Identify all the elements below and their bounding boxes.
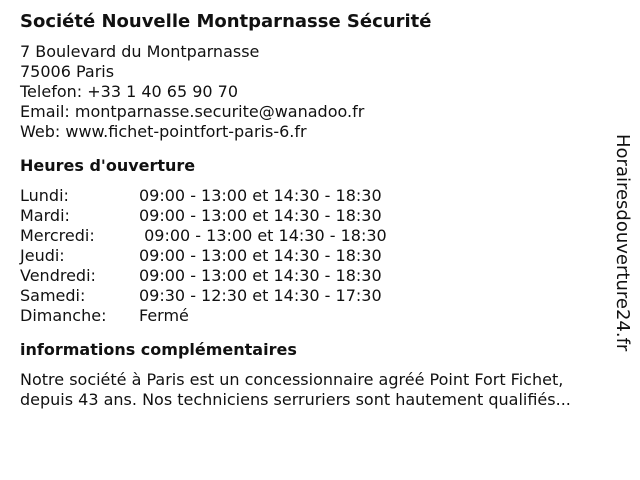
time-range: Fermé bbox=[139, 306, 189, 325]
additional-info-title: informations complémentaires bbox=[20, 340, 297, 359]
time-range: 09:00 - 13:00 et 14:30 - 18:30 bbox=[139, 246, 382, 265]
day-label: Mardi: bbox=[20, 206, 70, 225]
time-range: 09:30 - 12:30 et 14:30 - 17:30 bbox=[139, 286, 382, 305]
day-label: Vendredi: bbox=[20, 266, 96, 285]
day-label: Jeudi: bbox=[20, 246, 65, 265]
day-label: Mercredi: bbox=[20, 226, 95, 245]
business-name: Société Nouvelle Montparnasse Sécurité bbox=[20, 11, 432, 32]
site-watermark: Horairesdouverture24.fr bbox=[612, 134, 633, 352]
time-range: 09:00 - 13:00 et 14:30 - 18:30 bbox=[139, 266, 382, 285]
business-card bbox=[20, 10, 610, 410]
address-city: 75006 Paris bbox=[20, 62, 115, 81]
day-label: Dimanche: bbox=[20, 306, 107, 325]
address-street: 7 Boulevard du Montparnasse bbox=[20, 42, 260, 61]
hours-row-tuesday bbox=[20, 206, 610, 226]
opening-hours-table bbox=[20, 186, 610, 326]
additional-info-text: Notre société à Paris est un concessionnaire agréé Point Fort Fichet, depuis 43 ans. Nos techniciens serruriers sont hautement qualifiés... bbox=[20, 370, 571, 409]
hours-row-thursday bbox=[20, 246, 610, 266]
time-range: 09:00 - 13:00 et 14:30 - 18:30 bbox=[139, 226, 387, 245]
phone-number: Telefon: +33 1 40 65 90 70 bbox=[20, 82, 239, 101]
hours-row-friday bbox=[20, 266, 610, 286]
time-range: 09:00 - 13:00 et 14:30 - 18:30 bbox=[139, 206, 382, 225]
hours-row-saturday bbox=[20, 286, 610, 306]
day-label: Lundi: bbox=[20, 186, 69, 205]
website: Web: www.fichet-pointfort-paris-6.fr bbox=[20, 122, 307, 141]
hours-row-monday bbox=[20, 186, 610, 206]
day-label: Samedi: bbox=[20, 286, 86, 305]
time-range: 09:00 - 13:00 et 14:30 - 18:30 bbox=[139, 186, 382, 205]
email-address: Email: montparnasse.securite@wanadoo.fr bbox=[20, 102, 365, 121]
opening-hours-title: Heures d'ouverture bbox=[20, 156, 196, 175]
hours-row-wednesday bbox=[20, 226, 610, 246]
hours-row-sunday bbox=[20, 306, 610, 326]
